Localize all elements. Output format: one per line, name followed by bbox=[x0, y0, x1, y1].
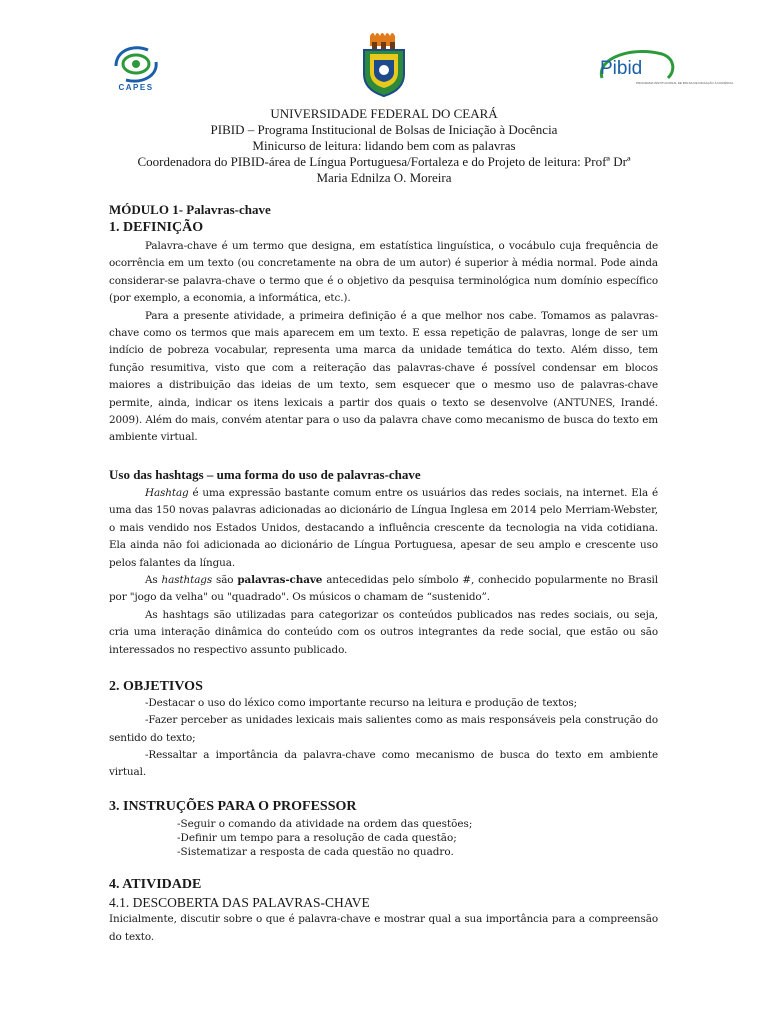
objective-item: -Destacar o uso do léxico como importante recurso na leitura e produção de textos; bbox=[145, 696, 577, 709]
section-activity-title: 4. ATIVIDADE bbox=[109, 877, 202, 893]
objective-item: -Ressaltar a importância da palavra-chave como mecanismo de busca do texto em ambiente virtual. bbox=[109, 748, 658, 779]
university-crest-logo bbox=[356, 30, 412, 98]
objective-item: -Fazer perceber as unidades lexicais mais salientes como as mais responsáveis pela construção do sentido do texto; bbox=[109, 714, 658, 744]
pibid-logo-subtext: PROGRAMA INSTITUCIONAL DE BOLSA DE INICIAÇÃO À DOCÊNCIA bbox=[636, 81, 734, 85]
definition-paragraph-2: Para a presente atividade, a primeira definição é a que melhor nos cabe. Tomamos as palavras-chave como os termos que mais aparecem em um texto. E essa repetição de palavras, longe de ser um indício de pobreza vocabular, representa uma marca da unidade temática do texto. Além disso, tem função resumitiva, visto que com a reiteração das palavras-chave é possível condensar em blocos maiores a distribuição das ideias de um texto, sem esquecer que o mesmo uso de palavras-chave permite, ainda, indicar os itens lexicais a partir dos quais o texto se desenvolve (ANTUNES, Irandé. 2009). Além do mais, convém atentar para o uso da palavra chave como mecanismo de busca do texto em ambiente virtual. bbox=[109, 309, 658, 444]
keyword-bold-term: palavras-chave bbox=[237, 573, 323, 586]
hashtag-paragraph-3: As hashtags são utilizadas para categorizar os conteúdos publicados nas redes sociais, ou seja, cria uma interação dinâmica do conteúdo com os outros integrantes da rede social, que estão ou são interessados no respectivo assunto publicado. bbox=[109, 608, 658, 656]
coordinator-line: Coordenadora do PIBID-área de Língua Portuguesa/Fortaleza e do Projeto de leitura: Profª Drª bbox=[137, 154, 631, 169]
pibid-logo-text: Pibid bbox=[600, 58, 643, 79]
instructions-list bbox=[109, 817, 658, 859]
capes-logo bbox=[108, 40, 164, 92]
hashtag-paragraph-2 bbox=[109, 572, 658, 607]
objectives-list bbox=[109, 695, 658, 781]
activity-paragraph: Inicialmente, discutir sobre o que é palavra-chave e mostrar qual a sua importância para a compreensão do texto. bbox=[109, 913, 658, 943]
hashtag-paragraph-2-b: são bbox=[212, 573, 238, 586]
program-name: PIBID – Programa Institucional de Bolsas de Iniciação à Docência bbox=[210, 122, 558, 137]
instruction-item: -Definir um tempo para a resolução de cada questão; bbox=[177, 832, 457, 845]
coordinator-name: Maria Ednilza O. Moreira bbox=[316, 170, 452, 185]
section-objectives-title: 2. OBJETIVOS bbox=[109, 678, 203, 694]
section-instructions-title: 3. INSTRUÇÕES PARA O PROFESSOR bbox=[109, 799, 357, 815]
document-body bbox=[109, 202, 658, 946]
university-name: UNIVERSIDADE FEDERAL DO CEARÁ bbox=[270, 106, 498, 121]
capes-logo-text: CAPES bbox=[118, 83, 154, 92]
hashtag-paragraph-1-text: é uma expressão bastante comum entre os usuários das redes sociais, na internet. Ela é uma das 150 novas palavras adicionadas ao dicionário de Língua Inglesa em 2014 pelo Merriam-Webster, o mais vendido nos Estados Unidos, destacando a influência crescente da tecnologia na vida cotidiana. Ela ainda não foi adicionada ao dicionário de Língua Portuguesa, apesar de seu amplo e crescente uso pelos falantes da língua. bbox=[109, 486, 658, 569]
hashtags-term: hasthtags bbox=[161, 573, 213, 586]
module-title: MÓDULO 1- Palavras-chave bbox=[109, 202, 271, 217]
instruction-item: -Seguir o comando da atividade na ordem das questões; bbox=[177, 818, 473, 831]
course-name: Minicurso de leitura: lidando bem com as palavras bbox=[252, 138, 516, 153]
hashtag-section-title: Uso das hashtags – uma forma do uso de palavras-chave bbox=[109, 466, 421, 482]
hashtag-paragraph-2-a: As bbox=[145, 573, 162, 586]
document-header bbox=[100, 106, 668, 186]
subsection-keywords-title: 4.1. DESCOBERTA DAS PALAVRAS-CHAVE bbox=[109, 895, 370, 911]
hashtag-paragraph-1 bbox=[109, 485, 658, 572]
instruction-item: -Sistematizar a resposta de cada questão no quadro. bbox=[177, 846, 454, 859]
hashtag-paragraph-2-c: antecedidas pelo símbolo #, conhecido popularmente no Brasil por "jogo da velha" ou "quadrado". Os músicos o chamam de “sustenido”. bbox=[109, 573, 658, 604]
hashtag-term: Hashtag bbox=[145, 486, 189, 499]
pibid-logo bbox=[592, 44, 734, 92]
section-definition-title: 1. DEFINIÇÃO bbox=[109, 220, 204, 235]
definition-paragraph-1: Palavra-chave é um termo que designa, em estatística linguística, o vocábulo cuja frequência de ocorrência em um texto (ou concretamente na obra de um autor) é superior à média normal. Pode ainda considerar-se palavra-chave o termo que é o objetivo da pesquisa terminológica num domínio específico (por exemplo, a economia, a informática, etc.). bbox=[109, 240, 658, 305]
